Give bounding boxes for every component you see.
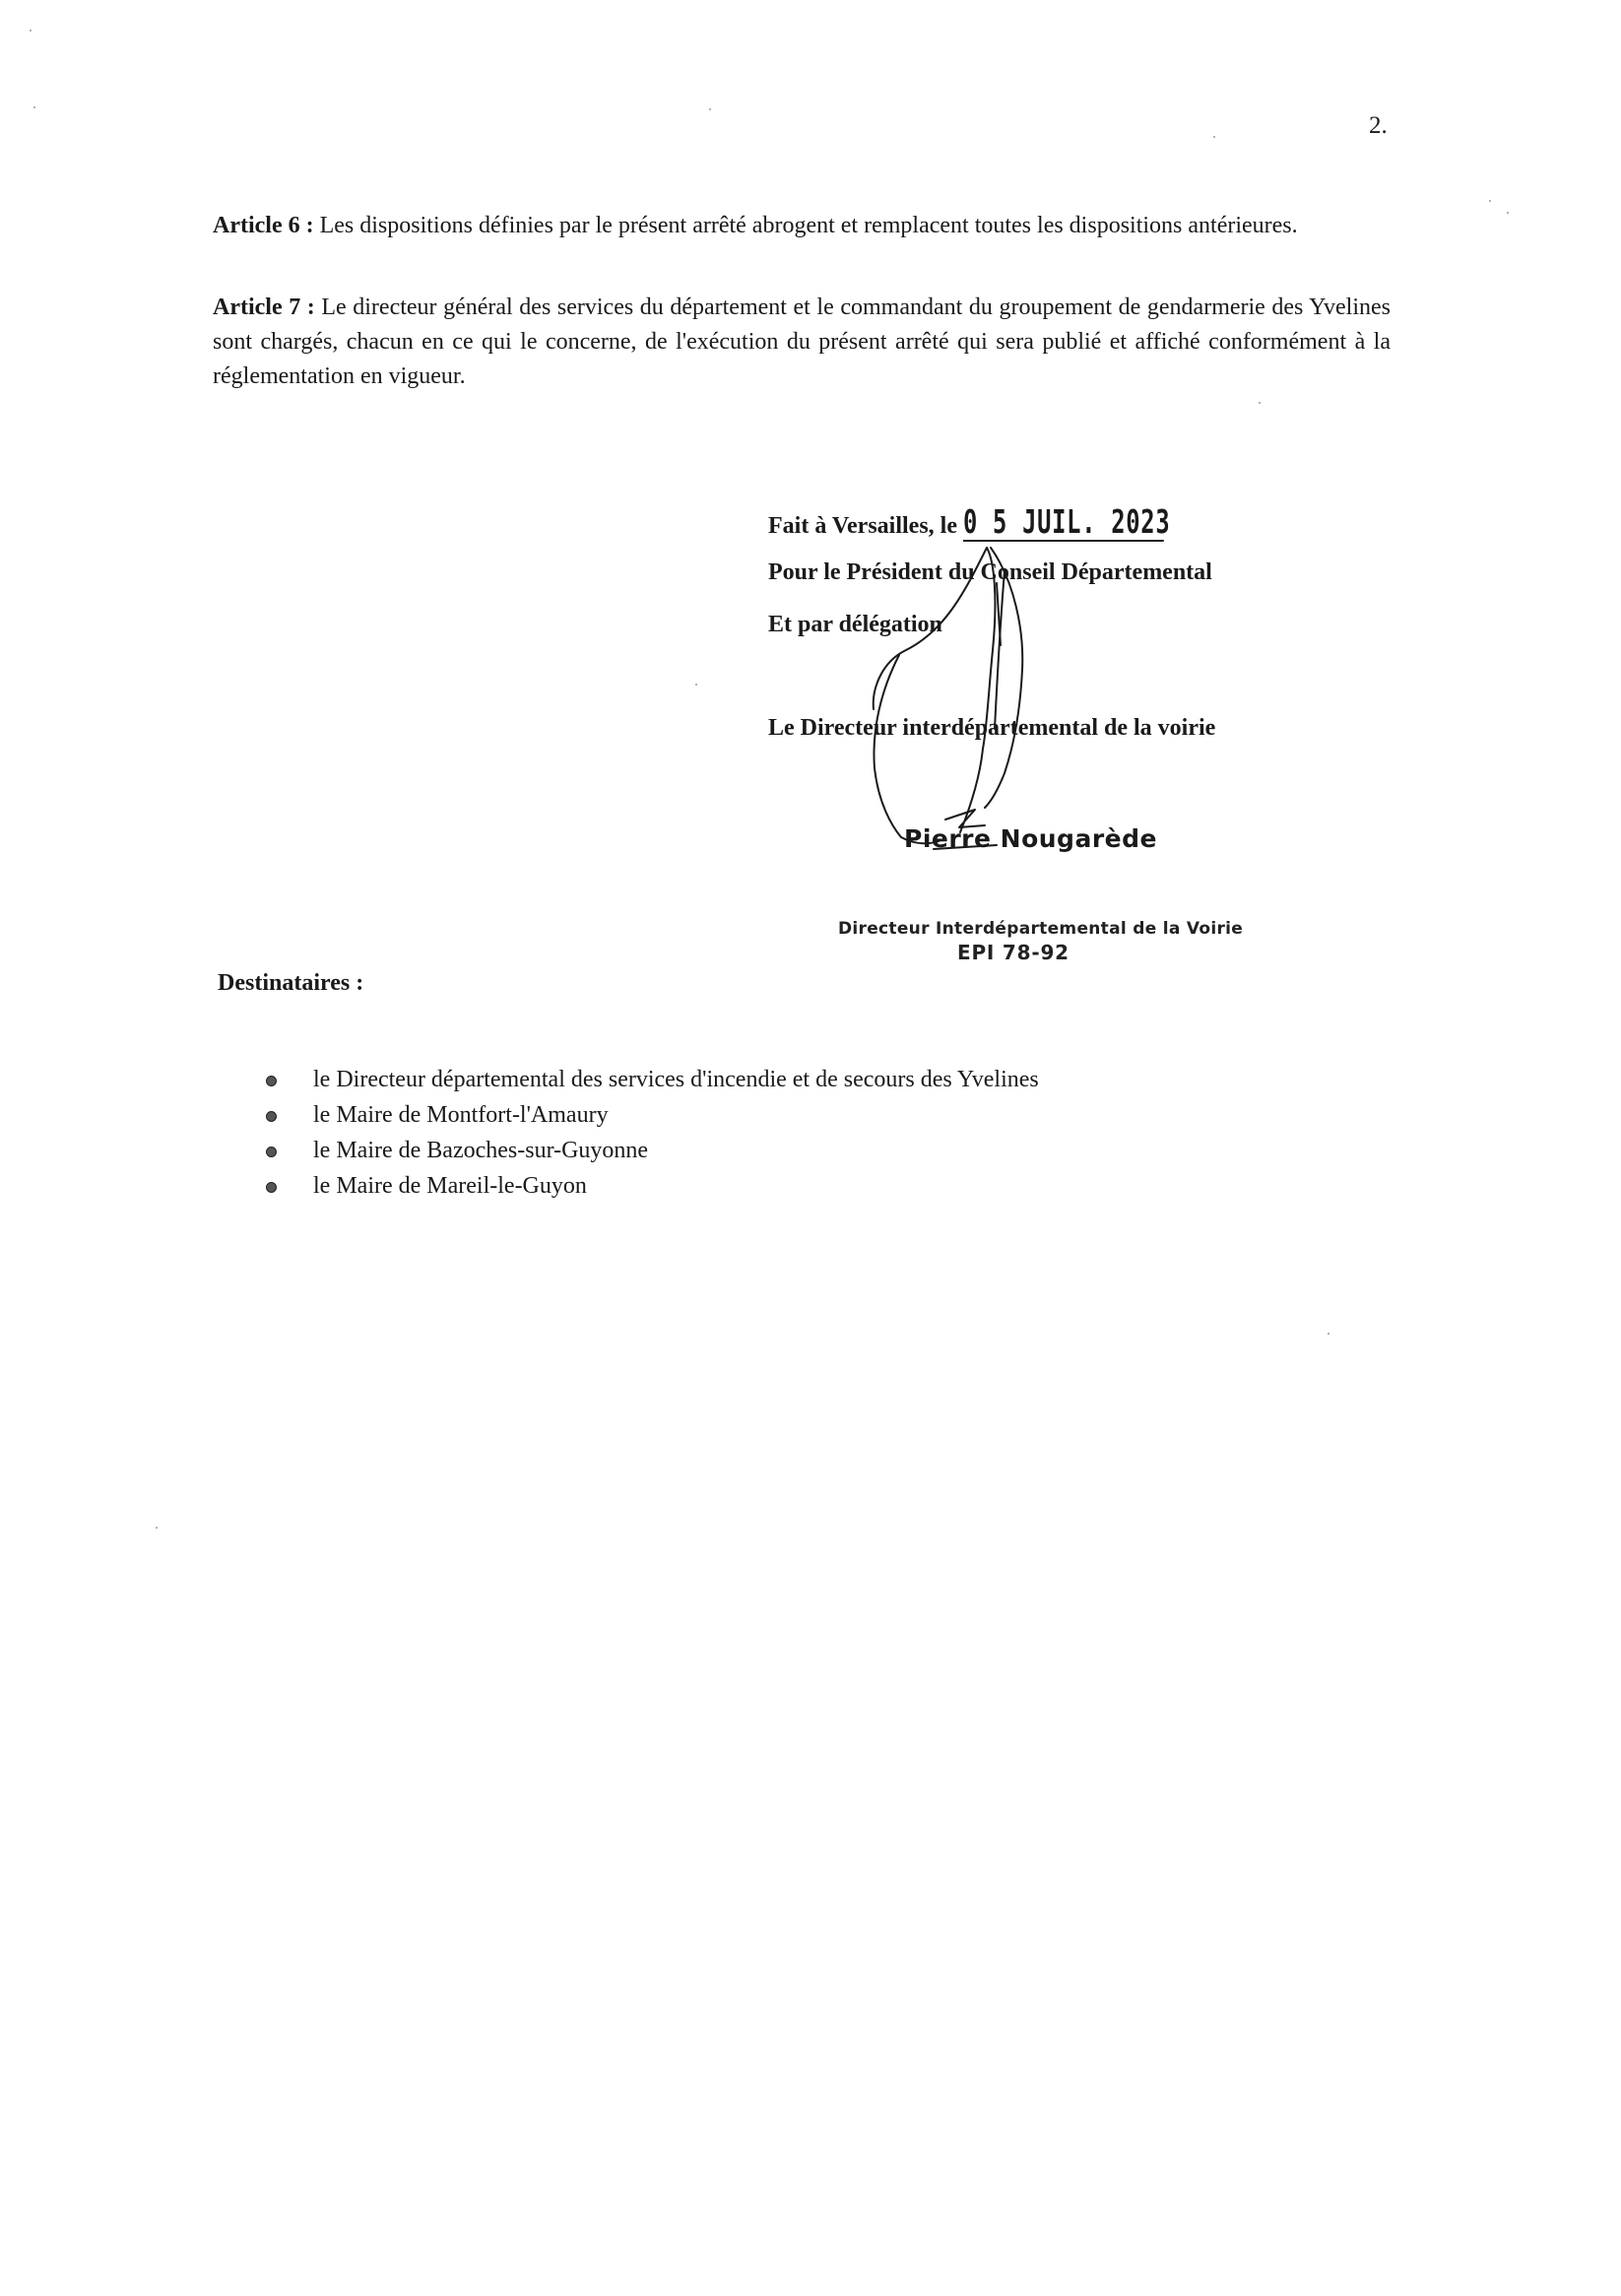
bullet-icon xyxy=(266,1111,277,1122)
article-6-text: Les dispositions définies par le présent arrêté abrogent et remplacent toutes les dispositions antérieures. xyxy=(313,213,1298,238)
list-item-text: le Directeur départemental des services d'incendie et de secours des Yvelines xyxy=(313,1067,1039,1092)
list-item-text: le Maire de Mareil-le-Guyon xyxy=(313,1173,587,1199)
recipients-title: Destinataires : xyxy=(218,970,364,996)
recipients-list xyxy=(266,1062,1039,1204)
list-item xyxy=(266,1097,1039,1133)
scan-speck xyxy=(709,108,711,110)
article-6-label: Article 6 : xyxy=(213,213,314,238)
scan-speck xyxy=(33,106,35,108)
signature-line-president: Pour le Président du Conseil Départemental xyxy=(768,559,1212,585)
article-7-label: Article 7 : xyxy=(213,295,315,320)
list-item xyxy=(266,1133,1039,1168)
scan-speck xyxy=(30,30,32,32)
scan-speck xyxy=(1328,1333,1329,1335)
scan-speck xyxy=(1259,402,1261,404)
scan-speck xyxy=(695,684,697,686)
bullet-icon xyxy=(266,1147,277,1157)
signature-place: Fait à Versailles, le xyxy=(768,513,963,539)
bullet-icon xyxy=(266,1076,277,1086)
article-7-text: Le directeur général des services du département et le commandant du groupement de gendarmerie des Yvelines sont chargés, chacun en ce qui le concerne, de l'exécution du présent arrêté qui sera publié et affiché conformément à la réglementation en vigueur. xyxy=(213,295,1392,389)
signature-line-director: Le Directeur interdépartemental de la voirie xyxy=(768,715,1216,741)
page-number: 2. xyxy=(1369,112,1388,139)
scan-speck xyxy=(1507,212,1509,214)
list-item-text: le Maire de Montfort-l'Amaury xyxy=(313,1102,609,1128)
list-item-text: le Maire de Bazoches-sur-Guyonne xyxy=(313,1138,649,1163)
list-item xyxy=(266,1168,1039,1204)
list-item xyxy=(266,1062,1039,1097)
scan-speck xyxy=(1489,200,1491,202)
bullet-icon xyxy=(266,1182,277,1193)
scan-speck xyxy=(156,1527,158,1529)
stamp-title: Directeur Interdépartemental de la Voirie xyxy=(838,919,1244,939)
scan-speck xyxy=(1213,136,1215,138)
stamp-code: EPI 78-92 xyxy=(957,941,1070,964)
signatory-name: Pierre Nougarède xyxy=(904,824,1157,853)
signature-line-delegation: Et par délégation xyxy=(768,612,942,637)
date-stamp-text: 0 5 JUIL. 2023 xyxy=(962,502,1171,541)
